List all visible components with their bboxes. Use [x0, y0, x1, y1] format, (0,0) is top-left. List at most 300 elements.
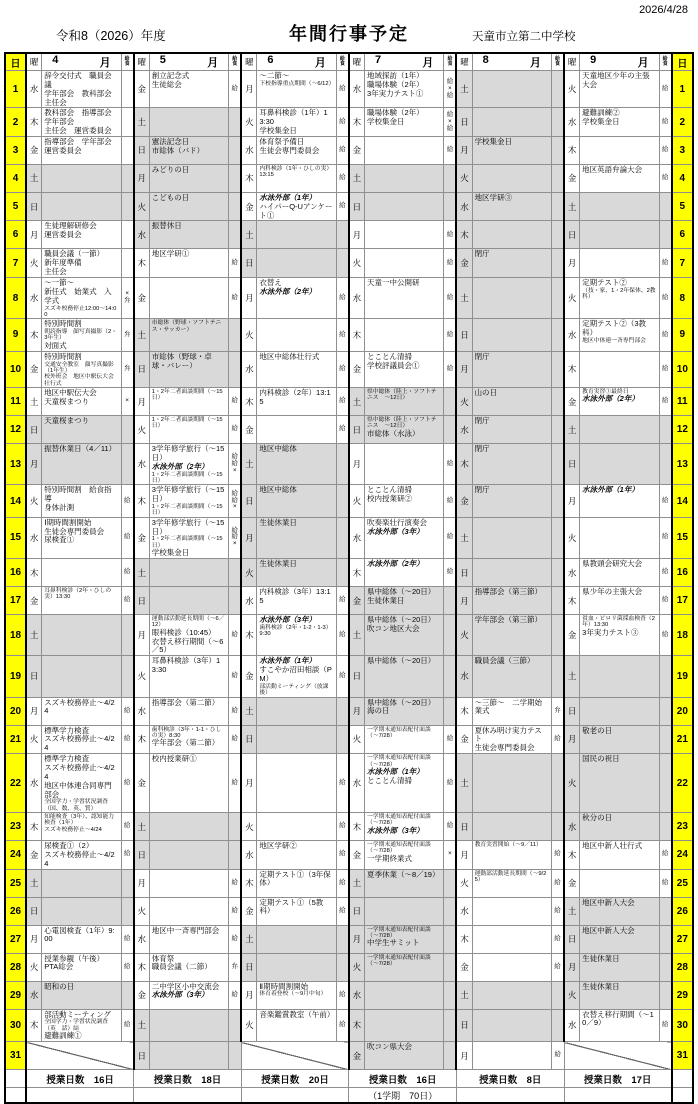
schedule-row — [5, 897, 693, 925]
weekday-cell: 日 — [241, 485, 257, 517]
lunch-cell — [229, 277, 242, 318]
stacked-char: × — [448, 117, 452, 125]
stacked-char: 給 — [554, 906, 561, 914]
event-item: 水泳外部（2年） — [366, 559, 424, 569]
stacked-char: 給 — [231, 878, 239, 886]
schedule-row — [5, 615, 693, 656]
events-cell — [42, 841, 121, 870]
day-number-cell: 13 — [5, 444, 26, 485]
day-number-cell: 18 — [5, 615, 26, 656]
lunch-cell — [444, 517, 457, 558]
event-item: 耳鼻科検診（2年・ひしの実）13:30 — [44, 588, 112, 601]
weekday-cell: 金 — [564, 869, 580, 897]
lunch-cell — [121, 249, 134, 278]
lunch-cell — [121, 656, 134, 697]
events-cell — [257, 841, 336, 870]
weekday-cell: 土 — [456, 71, 472, 108]
stacked-char: 食 — [662, 61, 668, 67]
day-column-header: 日 — [672, 53, 693, 71]
event-item: 主任会 運営委員会 — [44, 126, 112, 136]
weekday-cell: 木 — [456, 697, 472, 725]
event-item: 水泳外部（1年） — [582, 485, 639, 495]
weekday-cell: 火 — [456, 615, 472, 656]
lunch-cell — [336, 192, 349, 221]
schedule-row — [5, 1042, 693, 1070]
day-number-cell: 6 — [5, 221, 26, 249]
event-item: 眼科検診（10:45） — [151, 627, 216, 637]
lunch-cell — [336, 249, 349, 278]
events-cell — [149, 697, 228, 725]
weekday-cell: 火 — [349, 953, 365, 981]
events-cell — [149, 388, 228, 416]
weekday-cell: 金 — [564, 164, 580, 192]
stacked-char: 給 — [231, 496, 239, 504]
event-item: 内科検診（1年・ひしの実）13:15 — [259, 165, 333, 179]
event-item: 市総体（バド） — [151, 145, 205, 155]
weekday-cell: 木 — [26, 1009, 42, 1041]
weekday-cell: 水 — [241, 841, 257, 870]
weekday-cell: 土 — [564, 416, 580, 444]
weekday-cell: 水 — [134, 444, 150, 485]
event-item: とことん清掃 — [366, 775, 412, 785]
schedule-row — [5, 841, 693, 870]
weekday-cell: 月 — [349, 925, 365, 953]
lunch-cell — [229, 416, 242, 444]
event-item: 職員会議（一節） — [44, 249, 105, 259]
event-item: 定期テスト②（3教科） — [582, 319, 647, 338]
lunch-column-header — [444, 53, 457, 71]
weekday-cell: 水 — [349, 981, 365, 1009]
event-item: 貧血・ピロリ菌採血検査（2年）13:30 — [582, 616, 655, 629]
lunch-cell — [336, 388, 349, 416]
weekday-cell: 日 — [26, 656, 42, 697]
stacked-char: 給 — [661, 117, 669, 125]
event-item: 新年度準備 — [44, 258, 82, 268]
schedule-row — [5, 981, 693, 1009]
day-number-cell: 30 — [672, 1009, 693, 1041]
events-cell — [149, 485, 228, 517]
events-cell — [42, 725, 121, 754]
event-item: 地区中総体 — [259, 485, 297, 495]
stacked-char: 給 — [123, 850, 131, 858]
weekday-cell: 月 — [241, 981, 257, 1009]
lunch-cell — [336, 656, 349, 697]
events-cell — [149, 813, 228, 841]
events-cell — [42, 615, 121, 656]
event-item: 標準学力検査 — [44, 754, 90, 764]
event-item: 地区学研③ — [474, 192, 513, 202]
event-item: 指導部会 学年部会 — [44, 136, 112, 146]
stacked-char: 給 — [447, 55, 453, 62]
stacked-char: 給 — [554, 850, 561, 858]
day-number-cell: 10 — [5, 351, 26, 387]
event-item: 尿検査① — [44, 535, 75, 545]
event-item: 身体計測 — [44, 503, 75, 512]
events-cell — [149, 517, 228, 558]
event-item: 教育実習①最終日 — [582, 389, 629, 396]
event-item: 全国学力・学習状況調査（国、数、英、質） — [44, 799, 108, 812]
weekday-cell: 月 — [456, 136, 472, 164]
event-item: 衣替え — [259, 277, 282, 287]
lunch-cell — [121, 108, 134, 137]
lunch-cell — [229, 71, 242, 108]
event-item: 地区中総体壮行式 — [259, 351, 320, 361]
stacked-char: 給 — [446, 124, 454, 132]
stacked-char: 給 — [662, 55, 668, 62]
day-number-cell: 23 — [5, 813, 26, 841]
events-cell — [580, 813, 659, 841]
weekday-cell: 月 — [241, 517, 257, 558]
weekday-cell: 日 — [134, 841, 150, 870]
weekday-cell: 月 — [241, 754, 257, 813]
event-item: 3学年修学旅行（～15日） — [151, 485, 225, 504]
events-cell — [472, 925, 551, 953]
lunch-cell — [659, 136, 672, 164]
events-cell — [472, 221, 551, 249]
events-cell — [364, 1042, 443, 1070]
lunch-cell — [336, 981, 349, 1009]
event-item: 水泳外部（1年） — [366, 766, 424, 776]
stacked-char: 給 — [554, 878, 561, 886]
month-number: 6 — [267, 54, 274, 66]
lunch-cell — [336, 869, 349, 897]
event-item: 生徒会専門委員会 — [44, 526, 105, 536]
lunch-cell — [229, 897, 242, 925]
event-item: 3年実力テスト① — [366, 88, 424, 98]
weekday-cell: 土 — [456, 981, 472, 1009]
stacked-char: 給 — [123, 734, 131, 742]
event-item: 運動部活動延長期間（～9/25） — [474, 870, 547, 883]
class-days-cell: 授業日数 16日 — [26, 1070, 134, 1088]
day-number-cell: 24 — [672, 841, 693, 870]
lunch-cell — [444, 192, 457, 221]
events-cell — [580, 416, 659, 444]
stacked-char: × — [125, 290, 130, 298]
stacked-char: 給 — [661, 146, 669, 153]
school-name: 天童市立第二中学校 — [472, 31, 576, 43]
lunch-cell — [444, 416, 457, 444]
lunch-cell — [552, 416, 565, 444]
events-cell — [149, 71, 228, 108]
events-cell — [149, 351, 228, 387]
lunch-cell — [659, 754, 672, 813]
events-cell — [364, 754, 443, 813]
schedule-row — [5, 136, 693, 164]
events-cell — [149, 444, 228, 485]
weekday-cell: 金 — [349, 1042, 365, 1070]
stacked-char: 給 — [339, 330, 346, 338]
events-cell — [364, 319, 443, 351]
month-number: 9 — [590, 54, 597, 66]
stacked-char: 給 — [446, 364, 454, 372]
events-cell — [42, 925, 121, 953]
month-header-inner — [257, 54, 335, 70]
events-cell — [364, 444, 443, 485]
weekday-cell: 日 — [349, 192, 365, 221]
weekday-cell: 金 — [241, 416, 257, 444]
events-cell — [257, 1009, 336, 1041]
lunch-cell — [121, 319, 134, 351]
lunch-cell — [336, 136, 349, 164]
lunch-cell — [659, 559, 672, 587]
lunch-cell — [659, 813, 672, 841]
lunch-cell — [552, 559, 565, 587]
lunch-cell — [552, 697, 565, 725]
events-cell — [42, 953, 121, 981]
weekday-cell: 火 — [26, 953, 42, 981]
schedule-row — [5, 277, 693, 318]
lunch-cell — [444, 925, 457, 953]
weekday-column-header: 曜 — [564, 53, 580, 71]
weekday-cell: 日 — [349, 897, 365, 925]
month-suffix: 月 — [422, 57, 434, 69]
month-header-inner — [42, 54, 120, 70]
weekday-cell: 火 — [564, 71, 580, 108]
day-number-cell: 5 — [672, 192, 693, 221]
weekday-cell: 火 — [134, 192, 150, 221]
event-item: 1・2年二者面談期間（～15日） — [151, 417, 223, 430]
stacked-char: 給 — [231, 706, 239, 714]
weekday-cell: 水 — [134, 697, 150, 725]
weekday-cell: 日 — [134, 351, 150, 387]
event-item: PTA総会 — [44, 962, 74, 972]
event-item: 職員会議（三節） — [474, 656, 535, 666]
event-item: ～二節～ — [259, 71, 290, 80]
footer-corner-cell — [5, 1088, 26, 1104]
weekday-cell: 木 — [26, 108, 42, 137]
schedule-row — [5, 725, 693, 754]
weekday-cell: 火 — [349, 485, 365, 517]
event-item: 敬老の日 — [582, 725, 613, 735]
stacked-char: 給 — [231, 990, 239, 998]
events-cell — [364, 925, 443, 953]
lunch-cell — [444, 1009, 457, 1041]
events-cell — [149, 136, 228, 164]
month-number: 7 — [374, 54, 382, 66]
lunch-cell — [659, 192, 672, 221]
event-item: 夏休み明け実力テスト — [474, 725, 542, 744]
lunch-cell — [659, 925, 672, 953]
lunch-cell — [336, 351, 349, 387]
stacked-char: 給 — [231, 526, 239, 534]
event-item: 県中総体（～20日） — [366, 587, 436, 597]
lunch-cell — [229, 388, 242, 416]
event-item: ～一節～ — [44, 277, 75, 287]
lunch-column-header — [229, 53, 242, 71]
lunch-cell — [121, 897, 134, 925]
lunch-cell — [229, 1009, 242, 1041]
lunch-cell — [552, 221, 565, 249]
weekday-cell: 水 — [134, 925, 150, 953]
lunch-cell — [444, 164, 457, 192]
event-item: 県少年の主張大会 — [582, 587, 643, 597]
events-cell — [42, 559, 121, 587]
weekday-cell: 土 — [134, 559, 150, 587]
stacked-char: × — [448, 850, 452, 858]
day-number-cell: 28 — [5, 953, 26, 981]
weekday-cell: 金 — [134, 71, 150, 108]
lunch-cell — [121, 416, 134, 444]
schedule-row — [5, 656, 693, 697]
event-item: 内科検診（2年）13:15 — [259, 388, 331, 406]
events-cell — [472, 351, 551, 387]
page-title: 年間行事予定 — [289, 24, 409, 44]
events-cell — [42, 485, 121, 517]
day-number-cell: 27 — [5, 925, 26, 953]
lunch-cell — [659, 615, 672, 656]
events-cell — [472, 1042, 551, 1070]
lunch-cell — [121, 813, 134, 841]
stacked-char: 給 — [446, 822, 454, 830]
footer-corner-cell — [5, 1070, 26, 1088]
events-cell — [257, 485, 336, 517]
stacked-char: 弁 — [123, 297, 131, 305]
lunch-cell — [121, 277, 134, 318]
stacked-char: 食 — [447, 61, 453, 67]
event-item: Ⅱ期時間割開始 — [259, 981, 309, 991]
event-item: 3年実力テスト③ — [582, 627, 639, 637]
lunch-cell — [552, 388, 565, 416]
events-cell — [364, 416, 443, 444]
weekday-cell: 金 — [134, 981, 150, 1009]
schedule-row — [5, 416, 693, 444]
stacked-char: 給 — [339, 672, 346, 680]
events-cell — [149, 897, 228, 925]
lunch-cell — [121, 841, 134, 870]
lunch-cell — [121, 869, 134, 897]
lunch-cell — [552, 277, 565, 318]
event-item: Ⅰ期時間割開始 — [44, 517, 92, 527]
events-cell — [580, 656, 659, 697]
stacked-char: 給 — [554, 962, 561, 970]
stacked-char: 給 — [231, 489, 239, 497]
events-cell — [472, 71, 551, 108]
events-cell — [257, 587, 336, 615]
lunch-cell — [229, 485, 242, 517]
lunch-cell — [659, 249, 672, 278]
event-item: 衣替え移行期間（～10／9） — [582, 1009, 654, 1028]
stacked-char: 給 — [123, 568, 131, 576]
weekday-cell: 月 — [349, 221, 365, 249]
events-cell — [149, 277, 228, 318]
day-number-cell: 15 — [5, 517, 26, 558]
events-cell — [42, 71, 121, 108]
weekday-cell: 木 — [456, 925, 472, 953]
events-cell — [149, 953, 228, 981]
lunch-cell — [444, 136, 457, 164]
day-number-cell: 21 — [672, 725, 693, 754]
event-item: 生徒総会 — [151, 79, 182, 89]
lunch-cell — [229, 444, 242, 485]
event-item: 地区英語弁論大会 — [582, 164, 643, 174]
event-item: 生徒休業日 — [259, 559, 297, 569]
month-suffix: 月 — [207, 57, 219, 69]
events-cell — [257, 192, 336, 221]
events-cell — [149, 416, 228, 444]
events-cell — [364, 192, 443, 221]
events-cell — [472, 697, 551, 725]
stacked-char: 給 — [661, 174, 669, 181]
events-cell — [580, 319, 659, 351]
weekday-cell: 金 — [134, 277, 150, 318]
event-item: 天童桜まつり — [44, 396, 90, 406]
events-cell — [257, 953, 336, 981]
weekday-cell: 水 — [564, 108, 580, 137]
lunch-cell — [552, 249, 565, 278]
events-cell — [580, 1009, 659, 1041]
events-cell — [580, 587, 659, 615]
event-item: 避難訓練① — [44, 1031, 82, 1041]
event-item: スズキ校務停止～4/24 — [44, 762, 115, 781]
day-number-cell: 17 — [5, 587, 26, 615]
weekday-cell: 土 — [241, 444, 257, 485]
lunch-cell — [444, 388, 457, 416]
events-cell — [472, 656, 551, 697]
lunch-cell — [552, 108, 565, 137]
stacked-char: 給 — [231, 459, 239, 467]
events-cell — [580, 869, 659, 897]
event-item: 学校集金日 — [366, 117, 405, 127]
lunch-cell — [552, 615, 565, 656]
events-cell — [149, 656, 228, 697]
event-item: 県中総体（～20日） — [366, 656, 436, 666]
events-cell — [472, 897, 551, 925]
day-number-cell: 20 — [5, 697, 26, 725]
event-item: 振替休日 — [151, 221, 182, 231]
lunch-cell — [336, 221, 349, 249]
weekday-cell: 水 — [26, 517, 42, 558]
events-cell — [42, 981, 121, 1009]
events-cell — [42, 192, 121, 221]
stacked-char: 食 — [555, 61, 561, 67]
weekday-cell: 火 — [456, 164, 472, 192]
lunch-cell — [444, 277, 457, 318]
stacked-char: 給 — [339, 117, 346, 125]
event-item: 閉庁 — [474, 249, 490, 259]
day-number-cell: 29 — [672, 981, 693, 1009]
event-item: 地区中駅伝大会 — [44, 388, 97, 398]
event-item: 生徒休業日 — [366, 595, 405, 605]
weekday-cell: 土 — [134, 1009, 150, 1041]
lunch-cell — [444, 249, 457, 278]
lunch-cell — [336, 841, 349, 870]
lunch-cell — [444, 725, 457, 754]
event-item: スズキ校務停止～4/24 — [44, 734, 115, 753]
lunch-cell — [659, 841, 672, 870]
events-cell — [149, 319, 228, 351]
lunch-cell — [229, 517, 242, 558]
events-cell — [472, 192, 551, 221]
weekday-cell: 日 — [564, 221, 580, 249]
lunch-cell — [229, 249, 242, 278]
event-item: 主任会 — [44, 267, 67, 277]
event-item: 衣替え移行期間（～6／5） — [151, 636, 224, 655]
events-cell — [257, 444, 336, 485]
day-number-cell: 16 — [5, 559, 26, 587]
stacked-char: 給 — [231, 734, 239, 742]
stacked-char: 給 — [446, 533, 454, 541]
event-item: 市総体（野球・ソフトテニス・サッカー） — [151, 320, 222, 333]
semester-note-cell: （1学期 70日） — [349, 1088, 457, 1104]
events-cell — [42, 1009, 121, 1041]
stacked-char: 給 — [339, 397, 346, 405]
lunch-cell — [659, 1009, 672, 1041]
schedule-row — [5, 754, 693, 813]
events-cell — [580, 277, 659, 318]
title-row — [4, 0, 694, 52]
lunch-cell — [121, 953, 134, 981]
day-number-cell: 4 — [5, 164, 26, 192]
